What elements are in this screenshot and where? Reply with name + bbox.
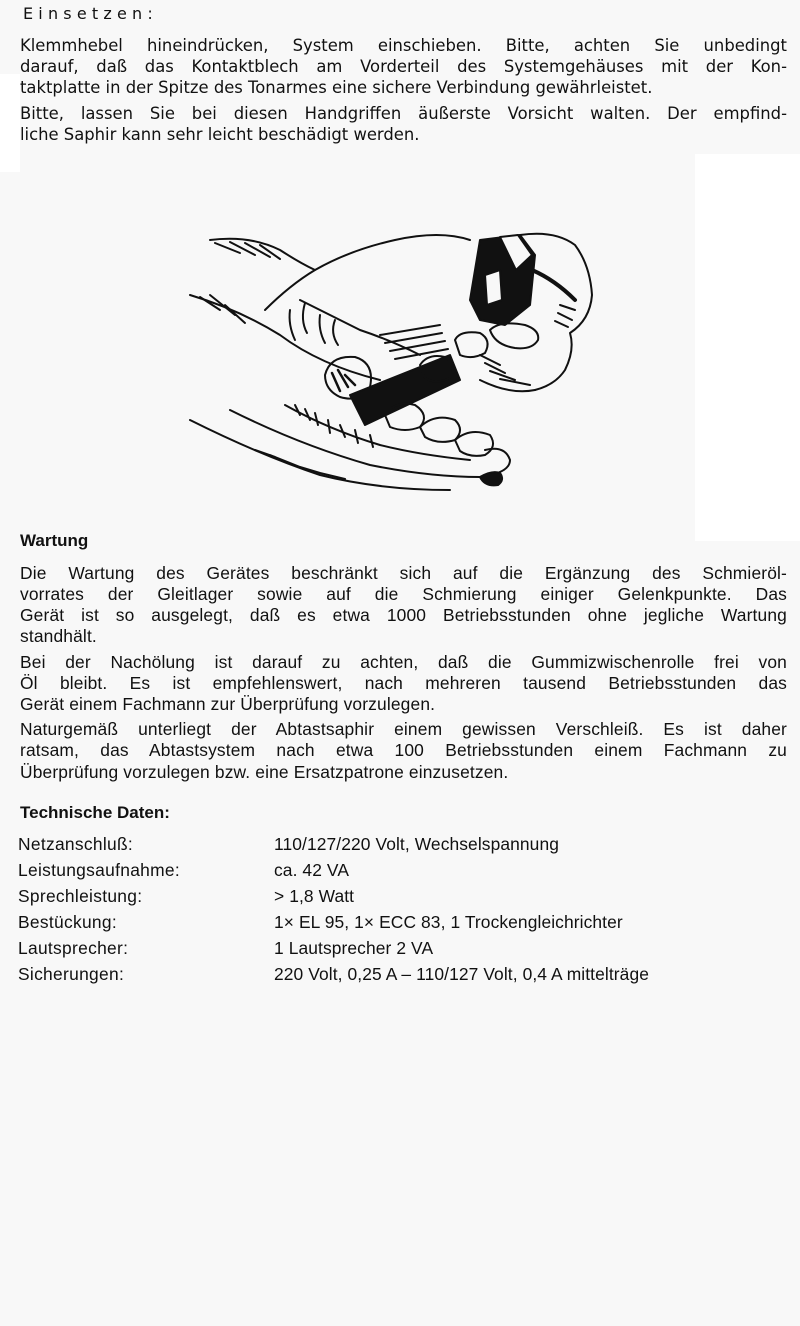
paragraph-line: ratsam, das Abtastsystem nach etwa 100 Betriebsstunden einem Fachmann zu	[20, 740, 787, 760]
spec-label: Netzanschluß:	[18, 834, 134, 854]
spec-label: Lautsprecher:	[18, 938, 129, 958]
spec-label: Sicherungen:	[18, 964, 125, 984]
paragraph-line: vorrates der Gleitlager sowie auf die Schmierung einiger Gelenkpunkte. Das	[20, 584, 787, 604]
spec-label: Leistungsaufnahme:	[18, 860, 181, 880]
spec-label: Sprechleistung:	[18, 886, 143, 906]
paragraph-line: standhält.	[20, 626, 97, 646]
spec-value: 110/127/220 Volt, Wechselspannung	[274, 834, 559, 854]
spec-row	[18, 860, 788, 884]
paragraph-line: Klemmhebel hineindrücken, System einschieben. Bitte, achten Sie unbedingt	[20, 36, 787, 55]
paragraph-line: liche Saphir kann sehr leicht beschädigt werden.	[20, 125, 420, 144]
paragraph-line: Gerät einem Fachmann zur Überprüfung vorzulegen.	[20, 694, 436, 714]
paragraph-line: Öl bleibt. Es ist empfehlenswert, nach mehreren tausend Betriebsstunden das	[20, 673, 787, 693]
paragraph-line: taktplatte in der Spitze des Tonarmes eine sichere Verbindung gewährleistet.	[20, 78, 653, 97]
paragraph-line: Bitte, lassen Sie bei diesen Handgriffen äußerste Vorsicht walten. Der empfind-	[20, 104, 787, 123]
spec-row	[18, 912, 788, 936]
spec-value: ca. 42 VA	[274, 860, 350, 880]
paragraph-line: Gerät ist so ausgelegt, daß es etwa 1000 Betriebsstunden ohne jegliche Wartung	[20, 605, 787, 625]
paragraph-line: Naturgemäß unterliegt der Abtastsaphir einem gewissen Verschleiß. Es ist daher	[20, 719, 787, 739]
hands-inserting-cartridge-illustration	[180, 215, 630, 495]
paragraph-line: Bei der Nachölung ist darauf zu achten, daß die Gummizwischenrolle frei von	[20, 652, 787, 672]
spec-row	[18, 834, 788, 858]
section-heading-insert: Einsetzen:	[23, 4, 158, 23]
spec-value: 1 Lautsprecher 2 VA	[274, 938, 434, 958]
spec-value: 220 Volt, 0,25 A – 110/127 Volt, 0,4 A mittelträge	[274, 964, 649, 984]
spec-row	[18, 938, 788, 962]
spec-label: Bestückung:	[18, 912, 118, 932]
section-heading-maintenance: Wartung	[20, 531, 89, 550]
paragraph-line: Überprüfung vorzulegen bzw. eine Ersatzpatrone einzusetzen.	[20, 762, 509, 782]
spec-value: > 1,8 Watt	[274, 886, 355, 906]
paragraph-line: Die Wartung des Gerätes beschränkt sich auf die Ergänzung des Schmieröl-	[20, 563, 787, 583]
spec-row	[18, 964, 788, 988]
paragraph-line: darauf, daß das Kontaktblech am Vorderteil des Systemgehäuses mit der Kon-	[20, 57, 787, 76]
spec-row	[18, 886, 788, 910]
spec-value: 1× EL 95, 1× ECC 83, 1 Trockengleichrichter	[274, 912, 623, 932]
section-heading-specs: Technische Daten:	[20, 803, 170, 822]
